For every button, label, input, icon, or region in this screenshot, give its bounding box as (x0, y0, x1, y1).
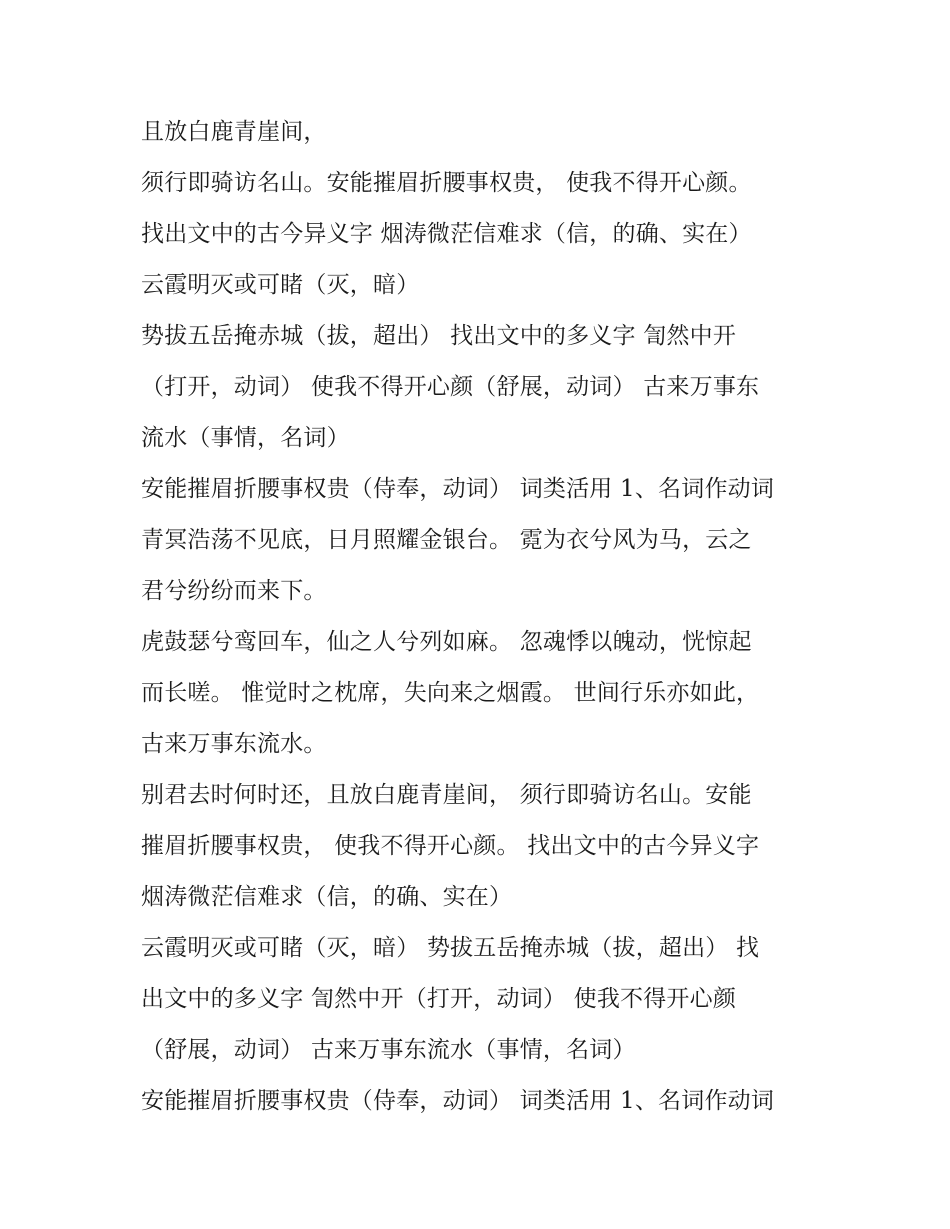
text-line: 出文中的多义字 訇然中开（打开，动词） 使我不得开心颜 (141, 986, 737, 1012)
text-line: 安能摧眉折腰事权贵（侍奉，动词） 词类活用 1、名词作动词 (141, 1088, 775, 1114)
text-line: 须行即骑访名山。安能摧眉折腰事权贵， 使我不得开心颜。 (141, 170, 752, 196)
text-line: 摧眉折腰事权贵， 使我不得开心颜。 找出文中的古今异义字 (141, 833, 760, 859)
text-line: 且放白鹿青崖间， (141, 119, 327, 145)
text-line: 青冥浩荡不见底，日月照耀金银台。 霓为衣兮风为马，云之 (141, 527, 752, 553)
text-line: 别君去时何时还，且放白鹿青崖间， 须行即骑访名山。安能 (141, 782, 752, 808)
document-body (141, 107, 841, 1127)
text-line: 势拔五岳掩赤城（拔，超出） 找出文中的多义字 訇然中开 (141, 323, 737, 349)
text-line: 君兮纷纷而来下。 (141, 578, 327, 604)
text-line: 烟涛微茫信难求（信，的确、实在） (141, 884, 513, 910)
text-line: 而长嗟。 惟觉时之枕席，失向来之烟霞。 世间行乐亦如此， (141, 680, 760, 706)
text-line: 流水（事情，名词） (141, 425, 350, 451)
text-line: 古来万事东流水。 (141, 731, 327, 757)
text-line: 找出文中的古今异义字 烟涛微茫信难求（信，的确、实在） (141, 221, 752, 247)
text-line: （舒展，动词） 古来万事东流水（事情，名词） (141, 1037, 636, 1063)
text-line: 安能摧眉折腰事权贵（侍奉，动词） 词类活用 1、名词作动词 (141, 476, 775, 502)
text-line: 云霞明灭或可睹（灭，暗） (141, 272, 420, 298)
text-line: （打开，动词） 使我不得开心颜（舒展，动词） 古来万事东 (141, 374, 760, 400)
text-line: 虎鼓瑟兮鸾回车，仙之人兮列如麻。 忽魂悸以魄动，恍惊起 (141, 629, 752, 655)
text-line: 云霞明灭或可睹（灭，暗） 势拔五岳掩赤城（拔，超出） 找 (141, 935, 760, 961)
